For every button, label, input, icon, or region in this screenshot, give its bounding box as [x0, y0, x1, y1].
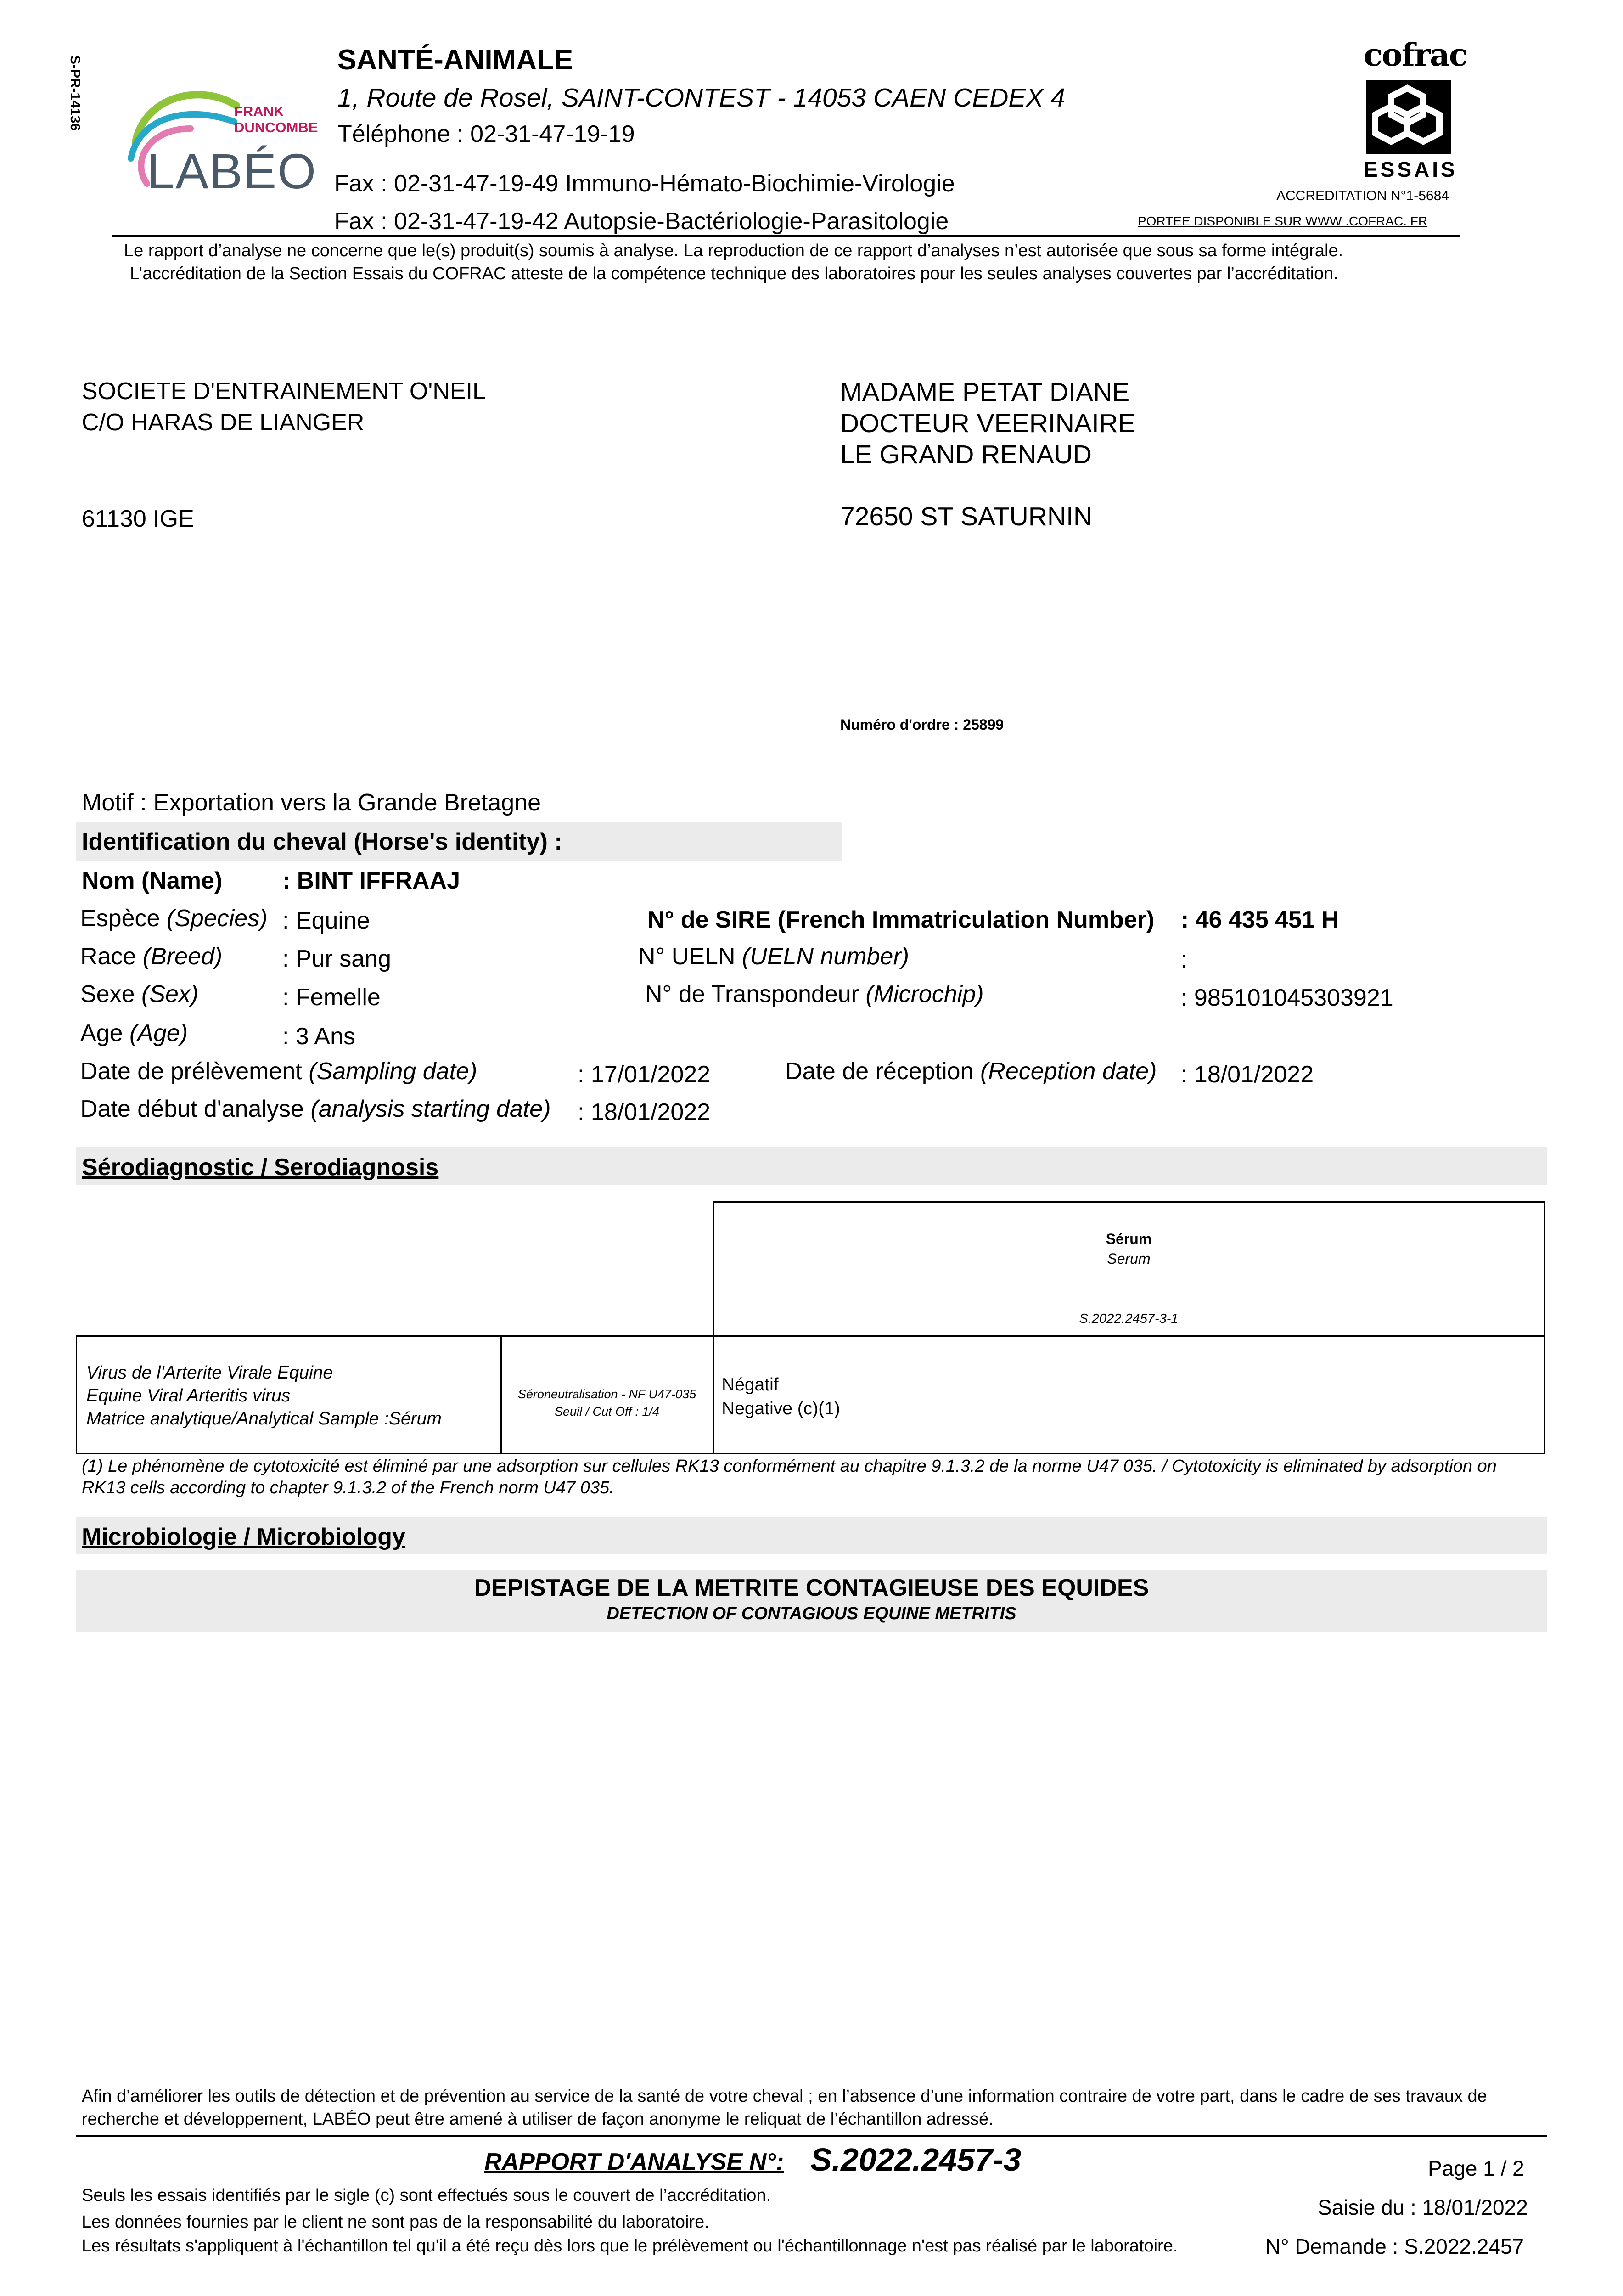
age-label: Age (Age): [80, 1020, 188, 1047]
sampling-date-value: : 17/01/2022: [578, 1061, 711, 1088]
recipient-address: MADAME PETAT DIANE DOCTEUR VEERINAIRE LE GRAND RENAUD: [840, 377, 1135, 469]
micro-heading: Microbiologie / Microbiology: [82, 1524, 405, 1550]
start-date-value: : 18/01/2022: [578, 1099, 711, 1125]
research-note: Afin d’améliorer les outils de détection et de prévention au service de la santé de votre cheval ; en l’absence d’une information contraire de votre part, dans le cadre de ses travaux de recherche et développement, LABÉO peut être amené à utiliser de façon anonyme le reliquat de l’échantillon adressé.: [82, 2087, 1487, 2129]
footer-rule: [76, 2135, 1547, 2137]
lab-phone: Téléphone : 02-31-47-19-19: [337, 121, 635, 147]
sampling-date-label: Date de prélèvement (Sampling date): [80, 1058, 477, 1085]
motif: Motif : Exportation vers la Grande Bretagne: [82, 789, 541, 816]
sero-col-head: Sérum: [1106, 1231, 1152, 1247]
transponder-label: N° de Transpondeur (Microchip): [645, 981, 984, 1007]
age-value: : 3 Ans: [282, 1023, 355, 1050]
lab-name: SANTÉ-ANIMALE: [337, 44, 573, 76]
ueln-value: :: [1181, 946, 1188, 973]
species-value: : Equine: [282, 907, 370, 934]
sex-label: Sexe (Sex): [80, 981, 199, 1007]
sex-value: : Femelle: [282, 984, 381, 1011]
sire-label: N° de SIRE (French Immatriculation Number): [647, 906, 1155, 933]
disclaimer-line-2: L’accréditation de la Section Essais du COFRAC atteste de la compétence technique des laboratoires pour les seules analyses couvertes par l’accréditation.: [130, 264, 1338, 283]
request-number: N° Demande : S.2022.2457: [1263, 2234, 1524, 2259]
lab-fax-2: Fax : 02-31-47-19-42 Autopsie-Bactériologie-Parasitologie: [334, 208, 949, 235]
sero-note: (1) Le phénomène de cytotoxicité est éliminé par une adsorption sur cellules RK13 conformément au chapitre 9.1.3.2 de la norme U47 035. / Cytotoxicity is eliminated by adsorption on RK13 cells according to chapter 9.1.3.2 of the French norm U47 035.: [82, 1457, 1497, 1497]
reception-date-label: Date de réception (Reception date): [785, 1058, 1157, 1085]
order-number: Numéro d'ordre : 25899: [840, 716, 1004, 733]
species-label: Espèce (Species): [80, 905, 268, 932]
recipient-city: 72650 ST SATURNIN: [840, 502, 1093, 531]
cofrac-logo: cofrac ESSAIS: [1364, 37, 1467, 181]
footer-line-3: Les résultats s'appliquent à l'échantillon tel qu'il a été reçu dès lors que le prélèvement ou l'échantillonnage n'est pas réalisé par le laboratoire.: [82, 2236, 1178, 2256]
disclaimer-line-1: Le rapport d’analyse ne concerne que le(s) produit(s) soumis à analyse. La reproduction de ce rapport d’analyses n’est autorisée que sous sa forme intégrale.: [124, 241, 1343, 260]
lab-address: 1, Route de Rosel, SAINT-CONTEST - 14053 CAEN CEDEX 4: [337, 83, 1066, 113]
cofrac-emblem-icon: [1364, 78, 1455, 156]
cofrac-portee: PORTEE DISPONIBLE SUR WWW .COFRAC. FR: [1138, 214, 1428, 228]
header-rule: [112, 235, 1460, 237]
lab-fax-1: Fax : 02-31-47-19-49 Immuno-Hémato-Biochimie-Virologie: [334, 170, 955, 197]
sero-sample-id: S.2022.2457-3-1: [1079, 1311, 1179, 1326]
report-number: S.2022.2457-3: [810, 2142, 1022, 2178]
transponder-value: : 985101045303921: [1181, 985, 1393, 1011]
report-label: RAPPORT D'ANALYSE N°:: [484, 2149, 784, 2175]
sire-value: : 46 435 451 H: [1181, 906, 1339, 933]
sero-heading: Sérodiagnostic / Serodiagnosis: [82, 1154, 439, 1181]
footer-line-2: Les données fournies par le client ne sont pas de la responsabilité du laboratoire.: [82, 2212, 709, 2232]
ueln-label: N° UELN (UELN number): [638, 943, 910, 970]
start-date-label: Date début d'analyse (analysis starting date): [80, 1096, 551, 1122]
cofrac-accreditation: ACCREDITATION N°1-5684: [1276, 188, 1449, 203]
micro-title: DEPISTAGE DE LA METRITE CONTAGIEUSE DES EQUIDES: [474, 1575, 1149, 1601]
sero-method: Séroneutralisation - NF U47-035 Seuil / Cut Off : 1/4: [517, 1387, 696, 1418]
sender-city: 61130 IGE: [82, 506, 194, 532]
micro-subtitle: DETECTION OF CONTAGIOUS EQUINE METRITIS: [607, 1604, 1016, 1623]
entry-date: Saisie du : 18/01/2022: [1318, 2195, 1528, 2219]
breed-value: : Pur sang: [282, 945, 392, 972]
identity-heading: Identification du cheval (Horse's identity) :: [82, 828, 562, 855]
sero-test-description: Virus de l'Arterite Virale Equine Equine Viral Arteritis virus Matrice analytique/Analytical Sample :Sérum: [86, 1363, 442, 1429]
labeo-logo: FRANK DUNCOMBE LABÉO: [122, 78, 324, 197]
sero-col-head-en: Serum: [1107, 1250, 1151, 1267]
sero-result: Négatif Negative (c)(1): [722, 1375, 840, 1418]
sender-address: SOCIETE D'ENTRAINEMENT O'NEIL C/O HARAS DE LIANGER: [82, 378, 486, 436]
page-indicator: Page 1 / 2: [1428, 2156, 1524, 2180]
footer-line-1: Seuls les essais identifiés par le sigle (c) sont effectués sous le couvert de l’accréditation.: [82, 2186, 771, 2205]
name-label: Nom (Name): [82, 867, 223, 894]
reception-date-value: : 18/01/2022: [1181, 1061, 1314, 1088]
breed-label: Race (Breed): [80, 943, 223, 970]
side-reference: S-PR-14136: [67, 55, 83, 131]
name-value: : BINT IFFRAAJ: [282, 867, 461, 894]
